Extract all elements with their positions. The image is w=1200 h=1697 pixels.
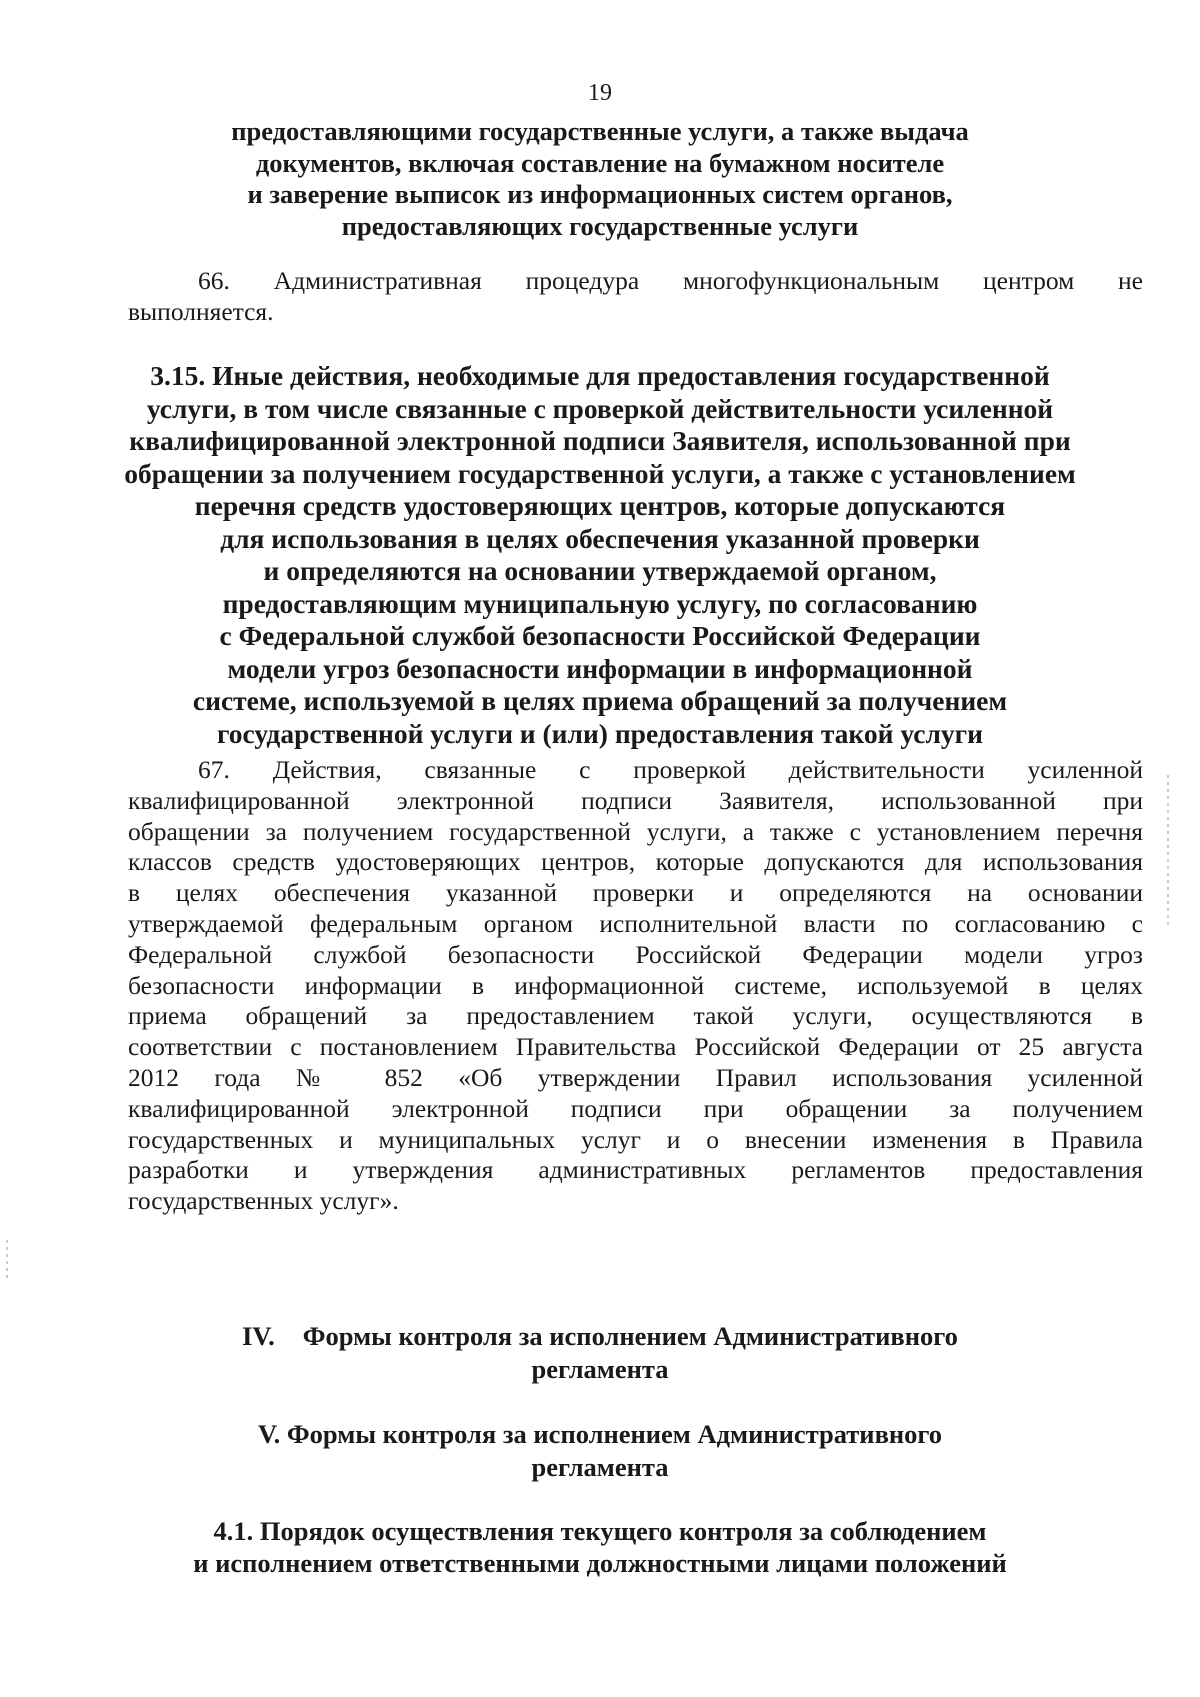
paragraph-line: Федеральной службой безопасности Российской Федерации модели угроз [128,939,1143,969]
heading-section-v [0,1418,1200,1484]
heading-line: предоставляющим муниципальную услугу, по согласованию [222,587,978,619]
heading-line: и заверение выписок из информационных систем органов, [247,179,953,209]
paragraph-line: обращении за получением государственной услуги, а также с установлением перечня [128,816,1143,846]
paragraph-line: государственных услуг». [128,1186,399,1216]
heading-line: системе, используемой в целях приема обращений за получением [192,685,1008,716]
heading-line: документов, включая составление на бумажном носителе [255,147,945,178]
heading-line: государственной услуги и (или) предоставления такой услуги [217,717,983,749]
heading-line: обращении за получением государственной услуги, а также с установлением [124,457,1076,489]
paragraph-line: утверждаемой федеральным органом исполнительной власти по согласованию с [128,908,1143,938]
heading-line: и определяются на основании утверждаемой органом, [263,555,937,586]
page-number: 19 [588,80,612,106]
paragraph-line: соответствии с постановлением Правительства Российской Федерации от 25 августа [128,1032,1143,1062]
heading-line: для использования в целях обеспечения указанной проверки [220,522,980,554]
paragraph-line: классов средств удостоверяющих центров, которые допускаются для использования [128,847,1143,877]
paragraph-line: приема обращений за предоставлением такой услуги, осуществляются в [128,1001,1143,1031]
heading-section-iv [0,1320,1200,1386]
paragraph-line: 66. Административная процедура многофункциональным центром не [198,266,1143,295]
heading-line: перечня средств удостоверяющих центров, которые допускаются [194,490,1006,521]
heading-line: 4.1. Порядок осуществления текущего контроля за соблюдением [213,1516,987,1546]
heading-line: предоставляющих государственные услуги [341,210,859,241]
paragraph-line: в целях обеспечения указанной проверки и определяются на основании [128,878,1143,908]
section-number: IV. [242,1321,275,1351]
heading-line: регламента [531,1354,669,1384]
heading-line [0,1320,1200,1353]
heading-line: услуги, в том числе связанные с проверкой действительности усиленной [146,392,1054,424]
paragraph-line: квалифицированной электронной подписи при обращении за получением [128,1093,1143,1123]
scan-artifact [6,1240,8,1280]
paragraph-line: государственных и муниципальных услуг и о внесении изменения в Правила [128,1124,1143,1154]
paragraph-66 [128,266,1143,328]
paragraph-line: выполняется. [128,296,274,326]
heading-text: Формы контроля за исполнением Административного [302,1321,958,1351]
paragraph-line: 67. Действия, связанные с проверкой действительности усиленной [198,755,1143,784]
heading-line: модели угроз безопасности информации в информационной [227,652,973,684]
heading-line: с Федеральной службой безопасности Российской Федерации [219,620,981,651]
heading-line: V. Формы контроля за исполнением Административного [257,1419,943,1449]
heading-line: предоставляющими государственные услуги, а также выдача [231,116,969,146]
heading-line: и исполнением ответственными должностными лицами положений [193,1547,1007,1578]
heading-line: квалифицированной электронной подписи Заявителя, использованной при [129,425,1071,456]
heading-section-4-1 [0,1516,1200,1579]
heading-line: регламента [531,1452,669,1482]
heading-documents-issuance [0,116,1200,242]
scan-artifact [1167,775,1169,925]
heading-section-3-15 [0,360,1200,750]
heading-line: 3.15. Иные действия, необходимые для предоставления государственной [150,360,1050,391]
paragraph-67 [128,755,1143,1217]
paragraph-line: 2012 года № 852 «Об утверждении Правил использования усиленной [128,1062,1143,1092]
paragraph-line: квалифицированной электронной подписи Заявителя, использованной при [128,785,1143,815]
paragraph-line: разработки и утверждения административных регламентов предоставления [128,1155,1143,1185]
paragraph-line: безопасности информации в информационной системе, используемой в целях [128,970,1143,1000]
